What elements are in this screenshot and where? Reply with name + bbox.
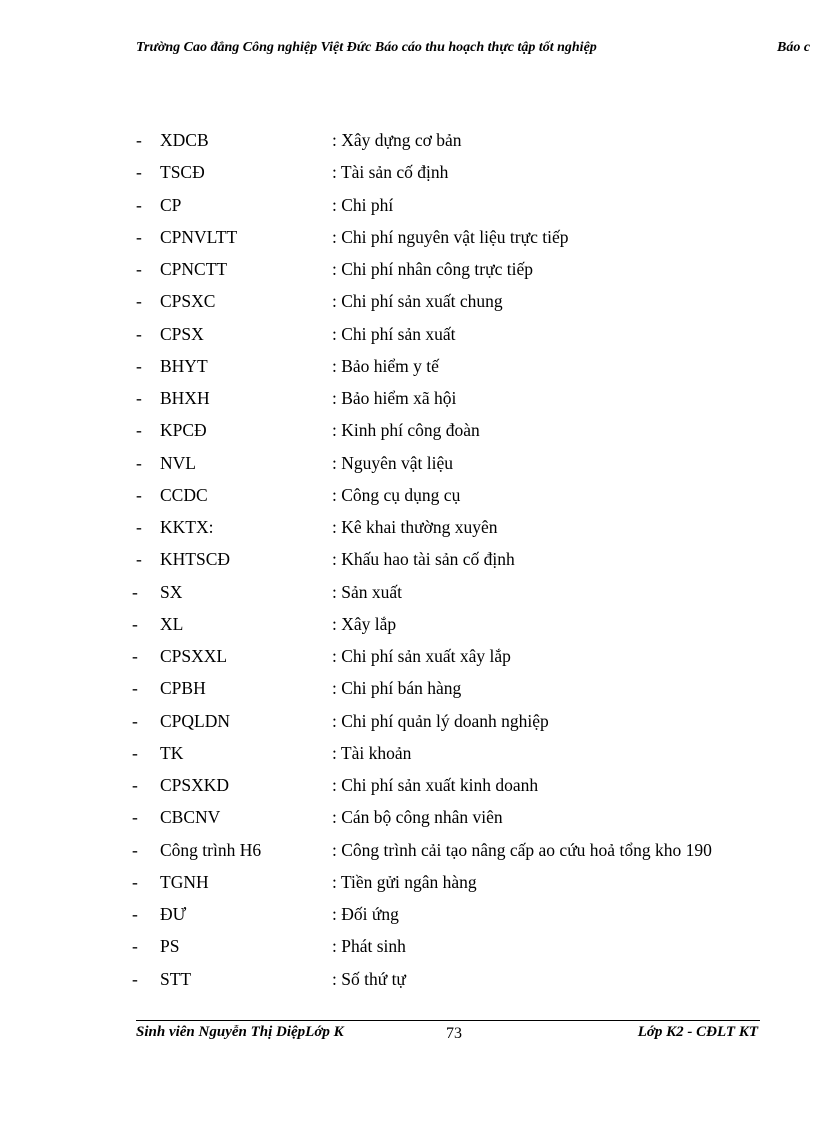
list-dash: - [136,549,142,570]
abbreviation-meaning: : Bảo hiểm y tế [332,355,439,376]
list-dash: - [136,388,142,408]
abbreviation-row [0,963,816,995]
list-dash: - [132,775,138,795]
footer-divider [136,1020,760,1021]
abbreviation-row [0,382,816,414]
abbreviation-row [0,737,816,769]
abbreviation-meaning: : Kê khai thường xuyên [332,517,498,537]
abbreviation-code: BHYT [160,355,208,376]
abbreviation-row [0,543,816,575]
abbreviation-row [0,705,816,737]
abbreviation-code: CPSX [160,323,204,344]
list-dash: - [136,162,142,183]
abbreviation-row [0,189,816,221]
abbreviation-code: CPSXKD [160,775,230,795]
abbreviation-code: ĐƯ [160,904,187,924]
header-title-truncated: Báo c [777,40,811,55]
list-dash: - [132,871,138,892]
abbreviation-row [0,414,816,446]
list-dash: - [136,259,142,279]
abbreviation-row [0,672,816,704]
abbreviation-row [0,640,816,672]
abbreviation-code: NVL [160,452,196,473]
abbreviation-meaning: : Công trình cải tạo nâng cấp ao cứu hoả tổng kho 190 [332,839,712,860]
abbreviation-row [0,930,816,962]
list-dash: - [132,807,138,828]
abbreviation-code: CP [160,194,182,215]
abbreviation-meaning: : Đối ứng [332,904,399,924]
abbreviation-row [0,318,816,350]
abbreviation-code: TGNH [160,871,209,892]
abbreviation-row [0,834,816,866]
abbreviation-meaning: : Số thứ tự [332,968,406,989]
abbreviation-meaning: : Tài sản cố định [332,162,449,183]
abbreviation-meaning: : Chi phí sản xuất chung [332,291,503,312]
abbreviation-meaning: : Chi phí sản xuất kinh doanh [332,775,539,795]
abbreviation-code: CPSXC [160,291,216,312]
abbreviation-row [0,253,816,285]
abbreviation-code: CCDC [160,484,208,505]
page-header [0,38,816,62]
abbreviation-row [0,156,816,188]
abbreviation-meaning: : Sản xuất [332,581,402,602]
list-dash: - [136,355,142,376]
abbreviation-meaning: : Chi phí sản xuất [332,323,456,344]
abbreviation-code: TK [160,742,184,763]
abbreviation-meaning: : Chi phí quản lý doanh nghiệp [332,710,549,731]
list-dash: - [136,291,142,312]
abbreviation-meaning: : Chi phí sản xuất xây lắp [332,646,511,666]
abbreviation-row [0,576,816,608]
list-dash: - [136,452,142,473]
list-dash: - [136,484,142,505]
abbreviation-meaning: : Nguyên vật liệu [332,452,454,473]
abbreviation-meaning: : Tiền gửi ngân hàng [332,871,477,892]
abbreviation-row [0,221,816,253]
page-footer [0,1024,816,1048]
abbreviation-code: STT [160,968,192,989]
list-dash: - [132,710,138,731]
list-dash: - [132,839,138,860]
abbreviation-meaning: : Kinh phí công đoàn [332,420,480,441]
abbreviation-meaning: : Xây dựng cơ bản [332,130,462,150]
abbreviation-code: CBCNV [160,807,221,828]
page-number: 73 [446,1025,462,1042]
abbreviation-meaning: : Chi phí bán hàng [332,678,462,699]
abbreviation-meaning: : Phát sinh [332,936,406,957]
abbreviation-row [0,350,816,382]
abbreviation-meaning: : Bảo hiểm xã hội [332,388,457,408]
abbreviation-meaning: : Xây lắp [332,613,397,634]
abbreviation-code: CPSXXL [160,646,228,666]
list-dash: - [136,226,142,247]
abbreviation-meaning: : Công cụ dụng cụ [332,484,461,505]
abbreviation-row [0,608,816,640]
abbreviation-meaning: : Tài khoản [332,742,412,763]
abbreviation-code: TSCĐ [160,162,205,183]
abbreviation-row [0,447,816,479]
list-dash: - [136,130,142,150]
abbreviation-row [0,124,816,156]
abbreviation-meaning: : Cán bộ công nhân viên [332,807,503,828]
abbreviation-meaning: : Chi phí nguyên vật liệu trực tiếp [332,226,569,247]
abbreviation-code: BHXH [160,388,210,408]
list-dash: - [132,581,138,602]
list-dash: - [132,646,138,666]
abbreviation-code: CPNVLTT [160,226,238,247]
abbreviation-code: KKTX: [160,517,214,537]
abbreviation-code: Công trình H6 [160,839,262,860]
list-dash: - [132,968,138,989]
abbreviation-row [0,898,816,930]
abbreviation-code: PS [160,936,180,957]
list-dash: - [136,194,142,215]
list-dash: - [132,904,138,924]
list-dash: - [136,517,142,537]
list-dash: - [132,936,138,957]
abbreviation-list [0,124,816,995]
abbreviation-code: CPNCTT [160,259,228,279]
abbreviation-row [0,511,816,543]
abbreviation-code: CPQLDN [160,710,231,731]
abbreviation-code: XDCB [160,130,209,150]
abbreviation-row [0,801,816,833]
list-dash: - [132,742,138,763]
abbreviation-row [0,866,816,898]
abbreviation-meaning: : Khấu hao tài sản cố định [332,549,515,570]
abbreviation-code: KHTSCĐ [160,549,231,570]
abbreviation-meaning: : Chi phí nhân công trực tiếp [332,259,533,279]
footer-class: Lớp K2 - CĐLT KT [637,1024,758,1040]
list-dash: - [132,613,138,634]
list-dash: - [132,678,138,699]
footer-student-name: Sinh viên Nguyễn Thị DiệpLớp K [136,1024,344,1040]
abbreviation-row [0,285,816,317]
list-dash: - [136,420,142,441]
abbreviation-meaning: : Chi phí [332,194,394,215]
list-dash: - [136,323,142,344]
header-title: Trường Cao đẳng Công nghiệp Việt Đức Báo cáo thu hoạch thực tập tốt nghiệp [136,40,597,55]
abbreviation-code: KPCĐ [160,420,207,441]
abbreviation-code: XL [160,613,184,634]
abbreviation-code: CPBH [160,678,206,699]
abbreviation-row [0,769,816,801]
abbreviation-row [0,479,816,511]
abbreviation-code: SX [160,581,183,602]
